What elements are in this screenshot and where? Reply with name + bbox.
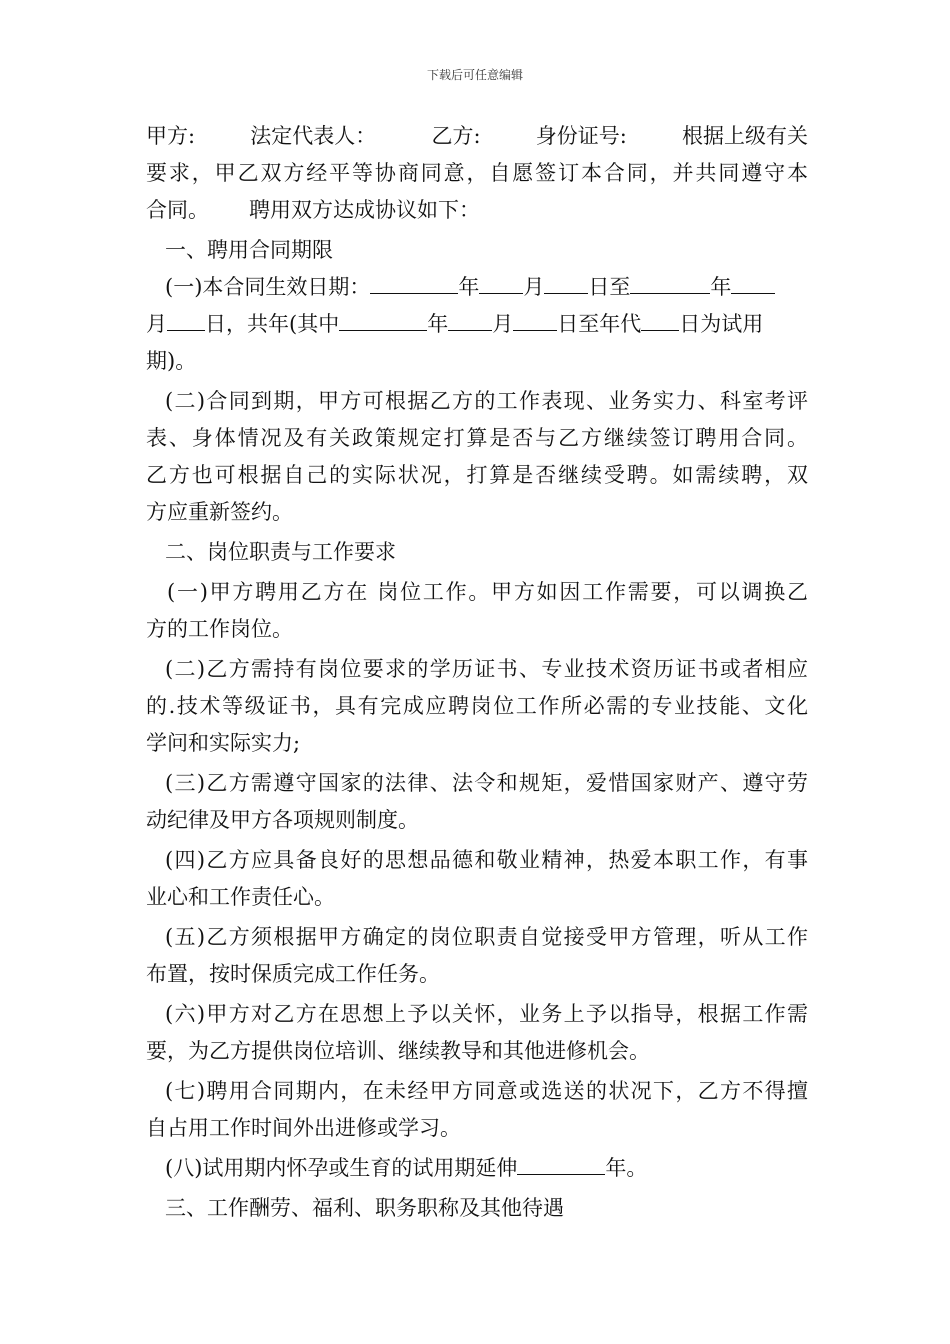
blank-month-end[interactable]	[731, 269, 775, 294]
intro-line-3: 合同。 聘用双方达成协议如下：	[146, 198, 480, 222]
s2-item-4-line-2: 业心和工作责任心。	[146, 885, 335, 909]
page-header: 下载后可任意编辑	[426, 68, 523, 82]
blank-day-end[interactable]	[167, 306, 205, 331]
blank-trial-day[interactable]	[513, 306, 557, 331]
s2-item-6-line-2: 要，为乙方提供岗位培训、继续教导和其他进修机会。	[146, 1039, 650, 1063]
s2-item-4-line-1: (四)乙方应具备良好的思想品德和敬业精神，热爱本职工作，有事	[165, 848, 808, 872]
s2-item-2-line-2: 的.技术等级证书，具有完成应聘岗位工作所必需的专业技能、文化	[146, 694, 808, 718]
section-1-title: 一、聘用合同期限	[165, 238, 333, 262]
party-a-label: 甲方:	[146, 124, 196, 148]
blank-trial-month[interactable]	[448, 306, 492, 331]
s1-p2-line-2: 表、身体情况及有关政策规定打算是否与乙方继续签订聘用合同。	[146, 426, 808, 450]
s2-item-1-line-1: (一)甲方聘用乙方在 岗位工作。甲方如因工作需要，可以调换乙	[167, 580, 808, 604]
s1-p2-line-1: (二)合同到期，甲方可根据乙方的工作表现、业务实力、科室考评	[165, 389, 808, 413]
s1-p2-line-4: 方应重新签约。	[146, 500, 293, 524]
s2-item-3-line-1: (三)乙方需遵守国家的法律、法令和规矩，爱惜国家财产、遵守劳	[165, 771, 808, 795]
s1-p1-line-2: 月 日，共年(其中 年 月 日至年代 日为试用	[146, 306, 808, 343]
s2-item-7-line-1: (七)聘用合同期内，在未经甲方同意或选送的状况下，乙方不得擅	[165, 1079, 808, 1103]
s2-item-3-line-2: 动纪律及甲方各项规则制度。	[146, 808, 419, 832]
blank-day-start[interactable]	[544, 269, 588, 294]
intro-text-start: 根据上级有关	[681, 124, 808, 148]
s2-item-1-line-2: 方的工作岗位。	[146, 617, 293, 641]
s1-p1-line-1: (一)本合同生效日期： 年 月 日至 年	[146, 269, 808, 306]
s2-item-8: (八)试用期内怀孕或生育的试用期延伸 年。	[146, 1150, 808, 1187]
legal-rep-label: 法定代表人：	[250, 124, 377, 148]
s2-item-7-line-2: 自占用工作时间外出进修或学习。	[146, 1116, 461, 1140]
blank-month-start[interactable]	[479, 269, 523, 294]
s2-item-5-line-1: (五)乙方须根据甲方确定的岗位职责自觉接受甲方管理，听从工作	[165, 925, 808, 949]
s2-item-2-line-1: (二)乙方需持有岗位要求的学历证书、专业技术资历证书或者相应	[165, 657, 808, 681]
section-3-title: 三、工作酬劳、福利、职务职称及其他待遇	[165, 1196, 564, 1220]
party-b-label: 乙方:	[431, 124, 481, 148]
s1-p2-line-3: 乙方也可根据自己的实际状况，打算是否继续受聘。如需续聘，双	[146, 463, 808, 487]
blank-trial-end-day[interactable]	[641, 306, 679, 331]
intro-line-2: 要求，甲乙双方经平等协商同意，自愿签订本合同，并共同遵守本	[146, 161, 808, 185]
blank-year-start[interactable]	[370, 269, 458, 294]
document-body	[146, 118, 808, 1227]
id-number-label: 身份证号:	[535, 124, 627, 148]
intro-line-1	[146, 118, 808, 155]
s2-item-2-line-3: 学问和实际实力;	[146, 731, 301, 755]
blank-extension-years[interactable]	[517, 1150, 605, 1175]
blank-trial-year[interactable]	[339, 306, 427, 331]
s2-item-5-line-2: 布置，按时保质完成工作任务。	[146, 962, 440, 986]
blank-year-end[interactable]	[630, 269, 710, 294]
section-2-title: 二、岗位职责与工作要求	[165, 540, 396, 564]
s2-item-6-line-1: (六)甲方对乙方在思想上予以关怀，业务上予以指导，根据工作需	[165, 1002, 808, 1026]
s1-p1-line-3: 期)。	[146, 349, 197, 373]
